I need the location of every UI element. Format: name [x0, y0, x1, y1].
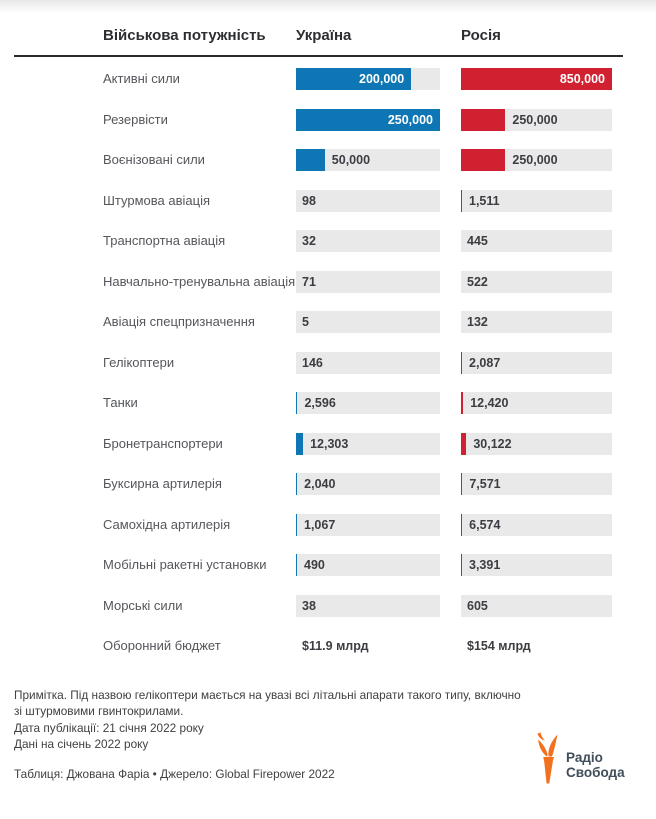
- table-row: [0, 352, 656, 374]
- russia-value-cell: [461, 433, 612, 455]
- ukraine-bar: [296, 149, 325, 171]
- table-row: [0, 392, 656, 414]
- capability-label: Резервісти: [103, 111, 168, 127]
- capability-label: Активні сили: [103, 71, 180, 86]
- logo-line1: Радіо: [566, 750, 603, 765]
- ukraine-value: $11.9 млрд: [302, 639, 369, 653]
- russia-value: 445: [467, 234, 488, 248]
- russia-bar: [461, 392, 463, 414]
- ukraine-value: 200,000: [359, 72, 405, 86]
- capability-label: Самохідна артилерія: [103, 516, 231, 532]
- ukraine-value-cell: [296, 230, 440, 252]
- ukraine-value: 490: [304, 558, 325, 572]
- russia-value: $154 млрд: [467, 639, 531, 653]
- russia-value-cell: [461, 190, 612, 212]
- table-row: [0, 514, 656, 536]
- table-row: [0, 271, 656, 293]
- russia-value: 850,000: [559, 72, 605, 86]
- russia-value: 7,571: [469, 477, 501, 491]
- ukraine-value-cell: [296, 149, 440, 171]
- ukraine-value: 1,067: [304, 517, 336, 532]
- table-row: [0, 635, 656, 657]
- russia-value-cell: [461, 230, 612, 252]
- russia-bar: [461, 190, 462, 212]
- ukraine-bar: [296, 554, 297, 576]
- logo-text: [566, 750, 625, 780]
- column-header-ukraine: Україна: [296, 27, 352, 44]
- russia-value: 1,511: [469, 193, 500, 208]
- russia-value: 250,000: [512, 153, 558, 167]
- russia-bar: [461, 514, 462, 536]
- russia-bar: [461, 109, 505, 131]
- capability-label: Авіація спецпризначення: [103, 314, 255, 329]
- ukraine-value-cell: [296, 352, 440, 374]
- ukraine-value: 2,040: [304, 477, 336, 491]
- russia-value-cell: [461, 109, 612, 131]
- table-row: [0, 595, 656, 617]
- ukraine-bar: [296, 473, 297, 495]
- table-row: [0, 554, 656, 576]
- ukraine-value: 12,303: [310, 436, 349, 451]
- header-divider: [14, 55, 623, 57]
- publication-date: Дата публікації: 21 січня 2022 року: [14, 721, 204, 735]
- russia-value: 250,000: [512, 112, 558, 127]
- capability-label: Морські сили: [103, 597, 183, 613]
- russia-bar: [461, 149, 505, 171]
- footnote-line2: зі штурмовими гвинтокрилами.: [14, 703, 184, 718]
- ukraine-value: 50,000: [331, 153, 371, 167]
- footnote: [14, 688, 521, 719]
- capability-label: Буксирна артилерія: [103, 476, 222, 491]
- capability-label: Мобільні ракетні установки: [103, 557, 267, 572]
- logo-line2: Свобода: [566, 765, 625, 780]
- russia-value: 30,122: [473, 436, 512, 451]
- russia-value-cell: [461, 68, 612, 90]
- ukraine-value: 5: [302, 315, 309, 329]
- capability-label: Штурмова авіація: [103, 192, 210, 208]
- ukraine-value: 71: [302, 274, 316, 289]
- ukraine-value-cell: [296, 311, 440, 333]
- source-credit: Таблиця: Джована Фаріа • Джерело: Global Firepower 2022: [14, 767, 335, 781]
- capability-label: Оборонний бюджет: [103, 638, 221, 653]
- ukraine-value-cell: [296, 635, 440, 657]
- russia-value-cell: [461, 473, 612, 495]
- russia-value-cell: [461, 554, 612, 576]
- footnote-line1: Примітка. Під назвою гелікоптери мається на увазі всі літальні апарати такого типу, включно: [14, 688, 521, 702]
- capability-label: Танки: [103, 395, 138, 410]
- ukraine-bar: [296, 514, 297, 536]
- date-info: [14, 721, 204, 752]
- table-row: [0, 190, 656, 212]
- russia-value: 522: [467, 274, 488, 289]
- ukraine-value-cell: [296, 68, 440, 90]
- ukraine-value: 250,000: [387, 112, 433, 127]
- ukraine-value: 2,596: [304, 396, 336, 410]
- russia-value: 605: [467, 598, 488, 613]
- ukraine-value: 146: [302, 355, 323, 370]
- top-edge-gradient: [0, 0, 656, 13]
- ukraine-value-cell: [296, 433, 440, 455]
- russia-bar: [461, 433, 466, 455]
- russia-value: 2,087: [469, 355, 501, 370]
- russia-bar: [461, 352, 462, 374]
- ukraine-value: 32: [302, 234, 316, 248]
- russia-value: 3,391: [469, 558, 501, 572]
- russia-value: 6,574: [469, 517, 501, 532]
- ukraine-bar: [296, 392, 297, 414]
- column-header-russia: Росія: [461, 27, 501, 44]
- capability-label: Навчально-тренувальна авіація: [103, 273, 296, 289]
- capability-label: Воєнізовані сили: [103, 152, 205, 167]
- ukraine-value-cell: [296, 190, 440, 212]
- russia-value-cell: [461, 595, 612, 617]
- russia-value-cell: [461, 271, 612, 293]
- russia-value: 12,420: [470, 396, 509, 410]
- ukraine-value-cell: [296, 473, 440, 495]
- table-row: [0, 433, 656, 455]
- russia-value-cell: [461, 149, 612, 171]
- ukraine-value-cell: [296, 271, 440, 293]
- table-row: [0, 230, 656, 252]
- table-row: [0, 149, 656, 171]
- russia-value-cell: [461, 635, 612, 657]
- ukraine-value-cell: [296, 109, 440, 131]
- ukraine-value-cell: [296, 595, 440, 617]
- table-row: [0, 473, 656, 495]
- russia-value-cell: [461, 311, 612, 333]
- russia-value-cell: [461, 514, 612, 536]
- russia-value-cell: [461, 392, 612, 414]
- ukraine-value-cell: [296, 554, 440, 576]
- russia-value-cell: [461, 352, 612, 374]
- russia-value: 132: [467, 315, 488, 329]
- column-header-capability: Військова потужність: [103, 27, 266, 44]
- capability-label: Транспортна авіація: [103, 233, 226, 248]
- table-row: [0, 109, 656, 131]
- ukraine-value-cell: [296, 514, 440, 536]
- data-date: Дані на січень 2022 року: [14, 736, 149, 751]
- capability-label: Бронетранспортери: [103, 435, 223, 451]
- russia-bar: [461, 554, 462, 576]
- ukraine-value-cell: [296, 392, 440, 414]
- capability-label: Гелікоптери: [103, 354, 175, 370]
- torch-icon: [528, 732, 564, 786]
- russia-bar: [461, 473, 462, 495]
- ukraine-bar: [296, 433, 303, 455]
- table-row: [0, 68, 656, 90]
- ukraine-value: 98: [302, 193, 316, 208]
- ukraine-value: 38: [302, 598, 316, 613]
- table-row: [0, 311, 656, 333]
- radio-svoboda-logo: [528, 730, 632, 786]
